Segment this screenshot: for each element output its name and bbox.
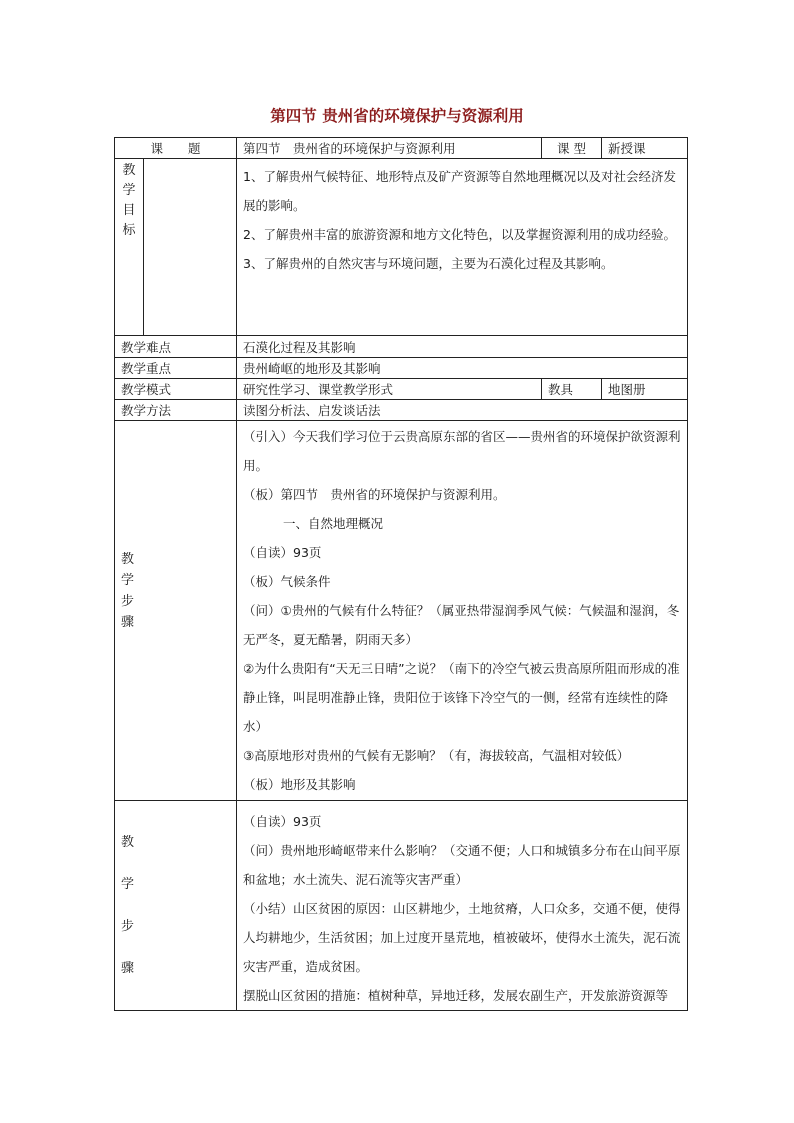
steps-char: 步 xyxy=(121,593,135,609)
objectives-char: 标 xyxy=(122,223,136,238)
topic-value: 第四节 贵州省的环境保护与资源利用 xyxy=(237,138,542,159)
row-mode xyxy=(115,379,688,400)
step-line: 摆脱山区贫困的措施：植树种草，异地迁移，发展农副生产，开发旅游资源等 xyxy=(243,988,669,1003)
mode-value: 研究性学习、课堂教学形式 xyxy=(237,379,542,400)
step-line: （板）第四节 贵州省的环境保护与资源利用。 xyxy=(243,487,506,502)
row-focus xyxy=(115,358,688,379)
row-difficulty xyxy=(115,336,688,358)
step-line: （问）贵州地形崎岖带来什么影响？（交通不便；人口和城镇多分布在山间平原和盆地；水土流失、泥石流等灾害严重） xyxy=(243,843,681,887)
steps-char: 教 xyxy=(121,551,135,567)
objective-item: 2、了解贵州丰富的旅游资源和地方文化特色，以及掌握资源利用的成功经验。 xyxy=(243,227,676,242)
row-steps-1 xyxy=(115,421,688,801)
row-objectives xyxy=(115,159,688,336)
step-line: （自读）93页 xyxy=(243,545,322,560)
lesson-type-label: 课 型 xyxy=(542,138,602,159)
focus-label: 教学重点 xyxy=(115,358,237,379)
objectives-label xyxy=(115,159,237,336)
tool-value: 地图册 xyxy=(602,379,688,400)
step-line: （问）①贵州的气候有什么特征？（属亚热带湿润季风气候：气候温和湿润，冬无严冬，夏无酷暑，阴雨天多） xyxy=(243,603,680,647)
objectives-char: 目 xyxy=(122,203,136,218)
objectives-content xyxy=(237,159,688,336)
objective-item: 1、了解贵州气候特征、地形特点及矿产资源等自然地理概况以及对社会经济发展的影响。 xyxy=(243,169,676,213)
step-line: 一、自然地理概况 xyxy=(283,516,384,531)
document-title: 第四节 贵州省的环境保护与资源利用 xyxy=(270,106,524,125)
difficulty-label: 教学难点 xyxy=(115,336,237,358)
steps-char: 学 xyxy=(121,876,135,892)
step-line: ②为什么贵阳有“天无三日晴”之说？（南下的冷空气被云贵高原所阻而形成的准静止锋，叫昆明准静止锋，贵阳位于该锋下冷空气的一侧，经常有连续性的降水） xyxy=(243,661,680,734)
objectives-char: 教 xyxy=(122,163,136,178)
step-line: （板）地形及其影响 xyxy=(243,777,356,792)
step-line: ③高原地形对贵州的气候有无影响？（有，海拔较高，气温相对较低） xyxy=(243,748,630,763)
steps-char: 骤 xyxy=(121,960,135,976)
row-method xyxy=(115,400,688,421)
method-label: 教学方法 xyxy=(115,400,237,421)
steps-char: 骤 xyxy=(121,614,135,630)
lesson-type-value: 新授课 xyxy=(602,138,688,159)
focus-value: 贵州崎岖的地形及其影响 xyxy=(237,358,688,379)
steps-label-1 xyxy=(115,421,237,801)
row-topic xyxy=(115,138,688,159)
steps-char: 学 xyxy=(121,572,135,588)
method-value: 读图分析法、启发谈话法 xyxy=(237,400,688,421)
lesson-plan-table xyxy=(114,137,688,1011)
mode-label: 教学模式 xyxy=(115,379,237,400)
row-steps-2 xyxy=(115,801,688,1011)
steps-content-2 xyxy=(237,801,688,1011)
tool-label: 教具 xyxy=(542,379,602,400)
objectives-char: 学 xyxy=(122,183,136,198)
steps-label-2 xyxy=(115,801,237,1011)
steps-char: 教 xyxy=(121,834,135,850)
steps-char: 步 xyxy=(121,918,135,934)
topic-label: 课 题 xyxy=(115,138,237,159)
step-line: （板）气候条件 xyxy=(243,574,331,589)
step-line: （自读）93页 xyxy=(243,814,322,829)
objective-item: 3、了解贵州的自然灾害与环境问题，主要为石漠化过程及其影响。 xyxy=(243,256,614,271)
step-line: （引入）今天我们学习位于云贵高原东部的省区——贵州省的环境保护欲资源利用。 xyxy=(243,429,681,473)
steps-content-1 xyxy=(237,421,688,801)
step-line: （小结）山区贫困的原因：山区耕地少，土地贫瘠，人口众多，交通不便，使得人均耕地少，生活贫困；加上过度开垦荒地，植被破坏，使得水土流失，泥石流灾害严重，造成贫困。 xyxy=(243,901,681,974)
difficulty-value: 石漠化过程及其影响 xyxy=(237,336,688,358)
